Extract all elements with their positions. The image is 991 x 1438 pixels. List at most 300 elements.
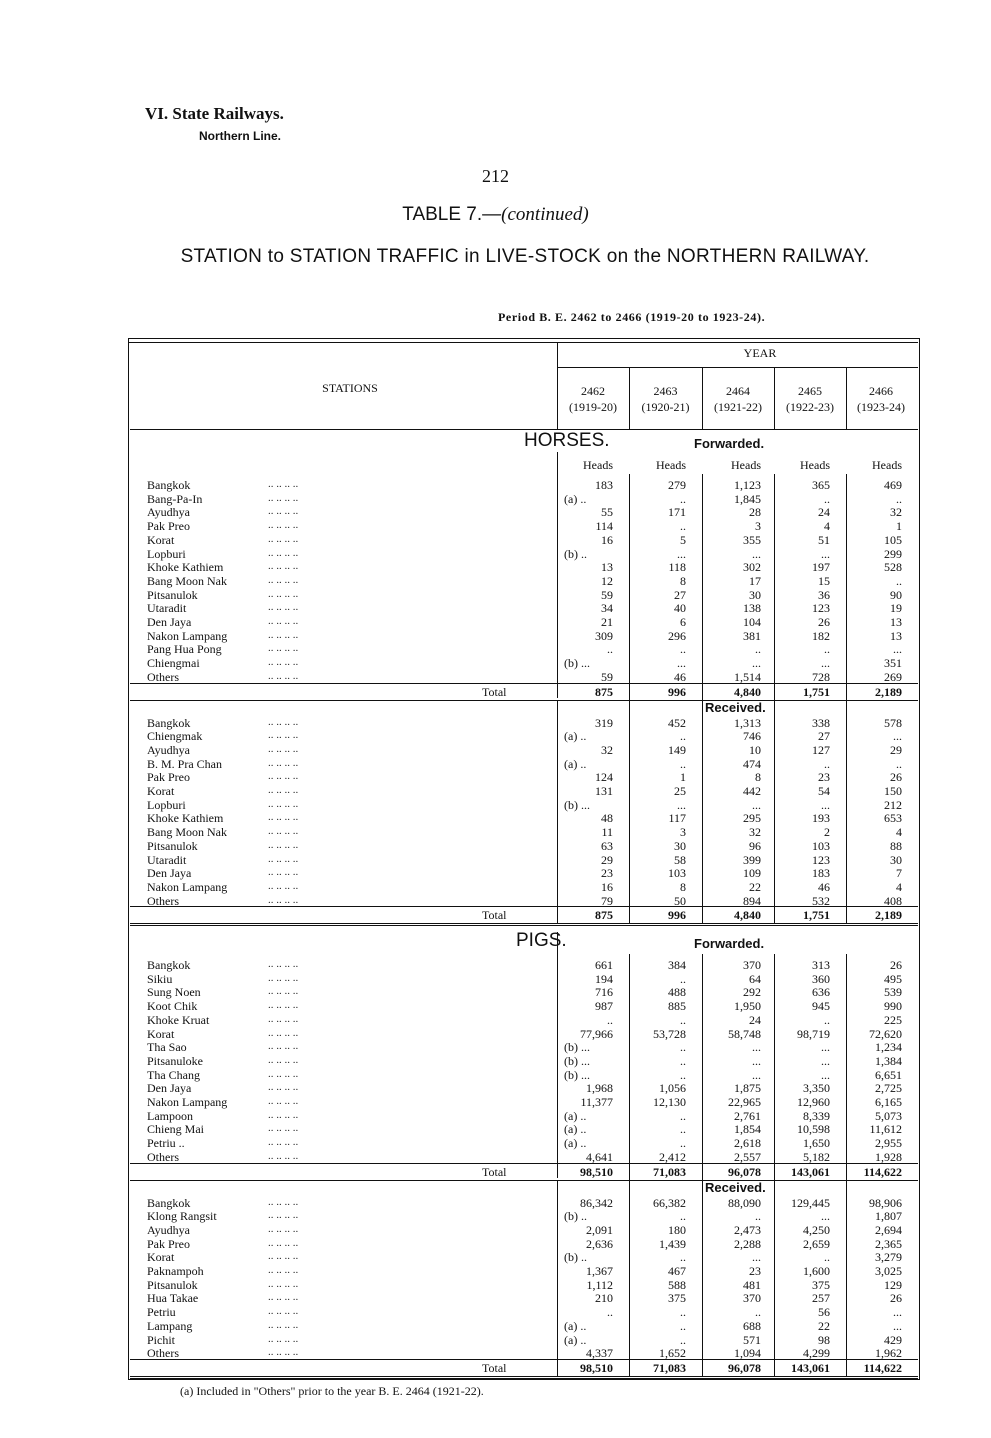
total-label: Total: [482, 908, 507, 923]
station-name: Khoke Kruat: [147, 1012, 210, 1027]
station-name: Tha Chang: [147, 1067, 200, 1082]
value-cell: 11,612: [869, 1122, 902, 1137]
value-cell: 180: [668, 1222, 686, 1237]
value-cell: 88: [890, 838, 902, 853]
value-cell: 4,641: [586, 1149, 613, 1164]
value-cell: 19: [890, 601, 902, 616]
horses-label: HORSES.: [524, 430, 610, 451]
value-cell: 532: [812, 893, 830, 908]
value-cell: ..: [896, 573, 902, 588]
value-cell: 54: [818, 784, 830, 798]
value-cell: 22,965: [728, 1095, 761, 1109]
station-name: Hua Takae: [147, 1291, 199, 1306]
value-cell: 72,620: [869, 1026, 902, 1041]
leader-dots: .. .. .. ..: [268, 1291, 299, 1304]
value-cell: 1,652: [659, 1346, 686, 1361]
station-name: Paknampoh: [147, 1264, 204, 1278]
value-cell: 59: [601, 669, 613, 684]
value-cell: 5: [680, 532, 686, 547]
total-cell: 143,061: [791, 1164, 830, 1179]
value-cell: 375: [812, 1277, 830, 1292]
value-cell: 27: [818, 729, 830, 744]
year-be: 2463: [653, 384, 678, 398]
leader-dots: .. .. .. ..: [268, 1081, 299, 1094]
value-cell: 408: [884, 893, 902, 908]
value-cell: ...: [821, 656, 830, 671]
value-cell: ...: [893, 1305, 902, 1320]
value-cell: 1,514: [734, 669, 761, 684]
rule dash: [130, 906, 918, 907]
value-cell: 129: [884, 1277, 902, 1292]
col-divider: [846, 954, 847, 1180]
value-cell: ..: [680, 1332, 686, 1347]
station-name: Klong Rangsit: [147, 1209, 217, 1224]
station-name: Utaradit: [147, 601, 187, 616]
value-cell: 197: [812, 560, 830, 575]
footnote-ref: (b) ..: [564, 1209, 587, 1224]
value-cell: 27: [674, 587, 686, 602]
value-cell: 653: [884, 811, 902, 826]
value-cell: ..: [824, 1012, 830, 1027]
value-cell: 2,557: [734, 1149, 761, 1164]
value-cell: 885: [668, 999, 686, 1014]
value-cell: 12,130: [653, 1095, 686, 1109]
value-cell: ..: [680, 1122, 686, 1137]
value-cell: 98,719: [797, 1026, 830, 1041]
station-name: Bang Moon Nak: [147, 825, 227, 840]
rule: [130, 1180, 918, 1181]
col-divider: [846, 1180, 847, 1376]
leader-dots: .. .. .. ..: [268, 642, 299, 655]
year-be: 2466: [869, 384, 893, 398]
period-label: Period B. E. 2462 to 2466 (1919-20 to 1923-24).: [498, 310, 766, 324]
value-cell: 384: [668, 958, 686, 972]
station-name: Khoke Kathiem: [147, 811, 224, 826]
value-cell: 77,966: [580, 1026, 613, 1041]
section-title: VI. State Railways.: [145, 104, 284, 123]
year-ad: (1920-21): [641, 400, 690, 414]
value-cell: 2,365: [875, 1236, 902, 1251]
value-cell: 399: [743, 852, 761, 867]
value-cell: 728: [812, 669, 830, 684]
value-cell: ...: [677, 546, 686, 561]
value-cell: ...: [752, 1250, 761, 1265]
footnote-ref: (b) ..: [564, 546, 587, 561]
leader-dots: .. .. .. ..: [268, 601, 299, 614]
value-cell: 360: [812, 971, 830, 986]
value-cell: ..: [896, 491, 902, 506]
value-cell: 2,659: [803, 1236, 830, 1251]
station-name: Pak Preo: [147, 770, 190, 785]
value-cell: 1,313: [734, 715, 761, 730]
main-title: STATION to STATION TRAFFIC in LIVE-STOCK on the NORTHERN RAILWAY.: [180, 246, 870, 267]
value-cell: 474: [743, 756, 761, 771]
value-cell: ...: [752, 656, 761, 671]
value-cell: 12: [601, 573, 613, 588]
station-name: Pang Hua Pong: [147, 642, 222, 657]
leader-dots: .. .. .. ..: [268, 797, 299, 810]
value-cell: 11: [601, 825, 613, 840]
leader-dots: .. .. .. ..: [268, 1332, 299, 1345]
value-cell: 4,250: [803, 1222, 830, 1237]
value-cell: 894: [743, 893, 761, 908]
leader-dots: .. .. .. ..: [268, 756, 299, 769]
leader-dots: .. .. .. ..: [268, 1067, 299, 1080]
value-cell: ..: [824, 756, 830, 771]
value-cell: ...: [821, 797, 830, 812]
value-cell: 12,960: [797, 1095, 830, 1109]
value-cell: ...: [821, 1040, 830, 1055]
value-cell: 32: [749, 825, 761, 840]
value-cell: 16: [601, 879, 613, 894]
station-name: Korat: [147, 1026, 175, 1041]
value-cell: 1,807: [875, 1209, 902, 1224]
leader-dots: .. .. .. ..: [268, 1122, 299, 1135]
total-cell: 114,622: [863, 1360, 902, 1375]
col-divider: [557, 700, 558, 924]
value-cell: 30: [890, 852, 902, 867]
leader-dots: .. .. .. ..: [268, 971, 299, 984]
rule: [557, 367, 918, 368]
leader-dots: .. .. .. ..: [268, 1053, 299, 1066]
value-cell: 13: [890, 615, 902, 629]
leader-dots: .. .. .. ..: [268, 1236, 299, 1249]
value-cell: 28: [749, 505, 761, 520]
value-cell: 194: [595, 971, 613, 986]
leader-dots: .. .. .. ..: [268, 838, 299, 851]
total-cell: 114,622: [863, 1164, 902, 1179]
value-cell: 79: [601, 893, 613, 908]
value-cell: 88,090: [728, 1195, 761, 1210]
unit-heads: Heads: [872, 458, 902, 472]
footnote-ref: (b) ..: [564, 1250, 587, 1265]
leader-dots: .. .. .. ..: [268, 656, 299, 669]
value-cell: 123: [812, 601, 830, 616]
value-cell: 539: [884, 985, 902, 1000]
footnote-ref: (a) ..: [564, 756, 587, 771]
value-cell: 90: [890, 587, 902, 602]
value-cell: 716: [595, 985, 613, 1000]
value-cell: 295: [743, 811, 761, 826]
value-cell: 17: [749, 573, 761, 588]
value-cell: 355: [743, 532, 761, 547]
value-cell: 25: [674, 784, 686, 798]
value-cell: 4: [824, 519, 830, 534]
value-cell: 183: [812, 866, 830, 881]
value-cell: 4: [896, 825, 902, 840]
col-divider: [846, 474, 847, 700]
station-name: Bangkok: [147, 958, 191, 972]
footnote-ref: (b) ...: [564, 656, 590, 671]
value-cell: 269: [884, 669, 902, 684]
station-name: Chiengmai: [147, 656, 200, 671]
value-cell: 138: [743, 601, 761, 616]
value-cell: ...: [893, 642, 902, 657]
station-name: Chieng Mai: [147, 1122, 204, 1137]
value-cell: 3: [755, 519, 761, 534]
station-name: Utaradit: [147, 852, 187, 867]
value-cell: ...: [821, 1053, 830, 1068]
leader-dots: .. .. .. ..: [268, 742, 299, 755]
leader-dots: .. .. .. ..: [268, 519, 299, 532]
total-cell: 996: [668, 908, 686, 923]
value-cell: 183: [595, 478, 613, 492]
value-cell: 578: [884, 715, 902, 730]
value-cell: 5,073: [875, 1108, 902, 1123]
station-name: Others: [147, 669, 179, 684]
value-cell: ..: [680, 1012, 686, 1027]
value-cell: ..: [824, 491, 830, 506]
total-cell: 4,840: [734, 908, 761, 923]
value-cell: 987: [595, 999, 613, 1014]
value-cell: 150: [884, 784, 902, 798]
value-cell: ...: [893, 1318, 902, 1333]
leader-dots: .. .. .. ..: [268, 1346, 299, 1359]
year-be: 2465: [798, 384, 822, 398]
station-name: Lopburi: [147, 546, 186, 561]
station-name: Pitsanulok: [147, 1277, 198, 1292]
value-cell: 1,650: [803, 1136, 830, 1151]
value-cell: 292: [743, 985, 761, 1000]
value-cell: 2,725: [875, 1081, 902, 1096]
station-name: Pak Preo: [147, 519, 190, 534]
year-ad: (1921-22): [714, 400, 762, 414]
station-name: Pitsanulok: [147, 587, 198, 602]
value-cell: 30: [749, 587, 761, 602]
value-cell: 3: [680, 825, 686, 840]
leader-dots: .. .. .. ..: [268, 478, 299, 490]
station-name: Bang Moon Nak: [147, 573, 227, 588]
value-cell: 429: [884, 1332, 902, 1347]
value-cell: 6,651: [875, 1067, 902, 1082]
leader-dots: .. .. .. ..: [268, 1195, 299, 1208]
value-cell: 571: [743, 1332, 761, 1347]
total-cell: 2,189: [875, 908, 902, 923]
value-cell: 212: [884, 797, 902, 812]
value-cell: 13: [890, 628, 902, 643]
value-cell: ..: [755, 1209, 761, 1224]
value-cell: 2,288: [734, 1236, 761, 1251]
value-cell: 15: [818, 573, 830, 588]
value-cell: ..: [824, 642, 830, 657]
value-cell: 29: [890, 742, 902, 757]
value-cell: ..: [680, 1136, 686, 1151]
value-cell: 2,091: [586, 1222, 613, 1237]
value-cell: 688: [743, 1318, 761, 1333]
station-name: Den Jaya: [147, 615, 192, 629]
value-cell: 370: [743, 1291, 761, 1306]
value-cell: 123: [812, 852, 830, 867]
value-cell: 588: [668, 1277, 686, 1292]
station-name: Chiengmak: [147, 729, 203, 744]
table-continued: (continued): [501, 204, 589, 225]
station-name: Tha Sao: [147, 1040, 187, 1055]
value-cell: 109: [743, 866, 761, 881]
leader-dots: .. .. .. ..: [268, 1209, 299, 1222]
total-label: Total: [482, 684, 507, 699]
leader-dots: .. .. .. ..: [268, 893, 299, 906]
value-cell: 469: [884, 478, 902, 492]
station-name: Sung Noen: [147, 985, 201, 1000]
value-cell: 299: [884, 546, 902, 561]
leader-dots: .. .. .. ..: [268, 1012, 299, 1025]
page-number: 212: [482, 166, 509, 186]
total-cell: 71,083: [653, 1164, 686, 1179]
station-name: Sikiu: [147, 971, 173, 986]
year-ad: (1923-24): [857, 400, 905, 414]
value-cell: 64: [749, 971, 761, 986]
forwarded-label: Forwarded.: [694, 936, 765, 951]
value-cell: 3,025: [875, 1264, 902, 1278]
unit-heads: Heads: [656, 458, 686, 472]
leader-dots: .. .. .. ..: [268, 505, 299, 518]
value-cell: 40: [674, 601, 686, 616]
station-name: Pitsanulok: [147, 838, 198, 853]
footnote-ref: (b) ...: [564, 1067, 590, 1082]
value-cell: ..: [680, 519, 686, 534]
value-cell: 2,636: [586, 1236, 613, 1251]
value-cell: 103: [668, 866, 686, 881]
value-cell: ..: [755, 1305, 761, 1320]
rule: [128, 342, 918, 343]
station-name: Den Jaya: [147, 866, 192, 881]
rule: [130, 700, 918, 701]
value-cell: ...: [752, 797, 761, 812]
value-cell: 8,339: [803, 1108, 830, 1123]
value-cell: 193: [812, 811, 830, 826]
value-cell: 1,123: [734, 478, 761, 492]
value-cell: 26: [818, 615, 830, 629]
rule: [130, 923, 918, 924]
value-cell: 23: [749, 1264, 761, 1278]
total-cell: 875: [595, 908, 613, 923]
rule dash: [130, 1163, 918, 1164]
value-cell: 1,094: [734, 1346, 761, 1361]
total-cell: 1,751: [803, 684, 830, 699]
station-name: B. M. Pra Chan: [147, 756, 222, 771]
value-cell: 63: [601, 838, 613, 853]
value-cell: 1,968: [586, 1081, 613, 1096]
value-cell: 296: [668, 628, 686, 643]
value-cell: 10: [749, 742, 761, 757]
footnote-ref: (a) ..: [564, 491, 587, 506]
value-cell: 1,600: [803, 1264, 830, 1278]
value-cell: 313: [812, 958, 830, 972]
footnote-ref: (a) ..: [564, 1332, 587, 1347]
value-cell: 32: [890, 505, 902, 520]
section-subtitle: Northern Line.: [199, 129, 282, 143]
value-cell: 118: [668, 560, 686, 575]
value-cell: 34: [601, 601, 613, 616]
value-cell: 1,950: [734, 999, 761, 1014]
leader-dots: .. .. .. ..: [268, 532, 299, 545]
value-cell: ..: [680, 1305, 686, 1320]
station-name: Pichit: [147, 1332, 176, 1347]
footnote-ref: (b) ...: [564, 1053, 590, 1068]
value-cell: 381: [743, 628, 761, 643]
leader-dots: .. .. .. ..: [268, 628, 299, 641]
leader-dots: .. .. .. ..: [268, 825, 299, 838]
leader-dots: .. .. .. ..: [268, 615, 299, 627]
value-cell: ...: [677, 656, 686, 671]
leader-dots: .. .. .. ..: [268, 546, 299, 559]
leader-dots: .. .. .. ..: [268, 1136, 299, 1149]
value-cell: 495: [884, 971, 902, 986]
value-cell: 10,598: [797, 1122, 830, 1137]
value-cell: 2,761: [734, 1108, 761, 1123]
station-name: Ayudhya: [147, 505, 190, 520]
value-cell: ...: [821, 1067, 830, 1082]
value-cell: ..: [680, 1108, 686, 1123]
footnote-ref: (a) ..: [564, 1108, 587, 1123]
total-cell: 98,510: [580, 1360, 613, 1375]
value-cell: 661: [595, 958, 613, 972]
leader-dots: .. .. .. ..: [268, 999, 299, 1012]
value-cell: 29: [601, 852, 613, 867]
value-cell: 375: [668, 1291, 686, 1306]
leader-dots: .. .. .. ..: [268, 560, 299, 573]
value-cell: 1,845: [734, 491, 761, 506]
value-cell: 452: [668, 715, 686, 730]
value-cell: 2: [824, 825, 830, 840]
table-label: TABLE 7.—: [402, 204, 502, 225]
value-cell: 149: [668, 742, 686, 757]
value-cell: 114: [595, 519, 613, 534]
leader-dots: .. .. .. ..: [268, 1108, 299, 1121]
value-cell: 1,928: [875, 1149, 902, 1164]
value-cell: 24: [749, 1012, 761, 1027]
value-cell: 1,854: [734, 1122, 761, 1137]
col-divider: [774, 954, 775, 1180]
value-cell: 48: [601, 811, 613, 826]
value-cell: ..: [755, 642, 761, 657]
value-cell: 370: [743, 958, 761, 972]
station-name: Korat: [147, 532, 175, 547]
station-name: Lopburi: [147, 797, 186, 812]
station-name: Nakon Lampang: [147, 1095, 228, 1109]
value-cell: 338: [812, 715, 830, 730]
pigs-label: PIGS.: [516, 930, 567, 951]
station-name: Others: [147, 1346, 179, 1361]
station-name: Bangkok: [147, 715, 191, 730]
value-cell: ...: [821, 546, 830, 561]
value-cell: 488: [668, 985, 686, 1000]
value-cell: ..: [607, 642, 613, 657]
station-name: Petriu ..: [147, 1136, 185, 1151]
value-cell: 50: [674, 893, 686, 908]
footnote-ref: (a) ..: [564, 1318, 587, 1333]
leader-dots: .. .. .. ..: [268, 1222, 299, 1235]
value-cell: 1,384: [875, 1053, 902, 1068]
value-cell: ...: [752, 1053, 761, 1068]
year-be: 2464: [726, 384, 750, 398]
value-cell: 22: [818, 1318, 830, 1333]
value-cell: 2,412: [659, 1149, 686, 1164]
value-cell: 3,350: [803, 1081, 830, 1096]
value-cell: 8: [680, 573, 686, 588]
value-cell: 124: [595, 770, 613, 785]
footnote-ref: (a) ..: [564, 1122, 587, 1137]
value-cell: 5,182: [803, 1149, 830, 1164]
year-header: YEAR: [743, 346, 777, 360]
received-label: Received.: [705, 699, 766, 715]
value-cell: 98: [818, 1332, 830, 1347]
station-name: Bangkok: [147, 478, 191, 492]
value-cell: 4: [896, 879, 902, 894]
value-cell: 58: [674, 852, 686, 867]
total-cell: 96,078: [728, 1360, 761, 1375]
value-cell: 21: [601, 615, 613, 629]
